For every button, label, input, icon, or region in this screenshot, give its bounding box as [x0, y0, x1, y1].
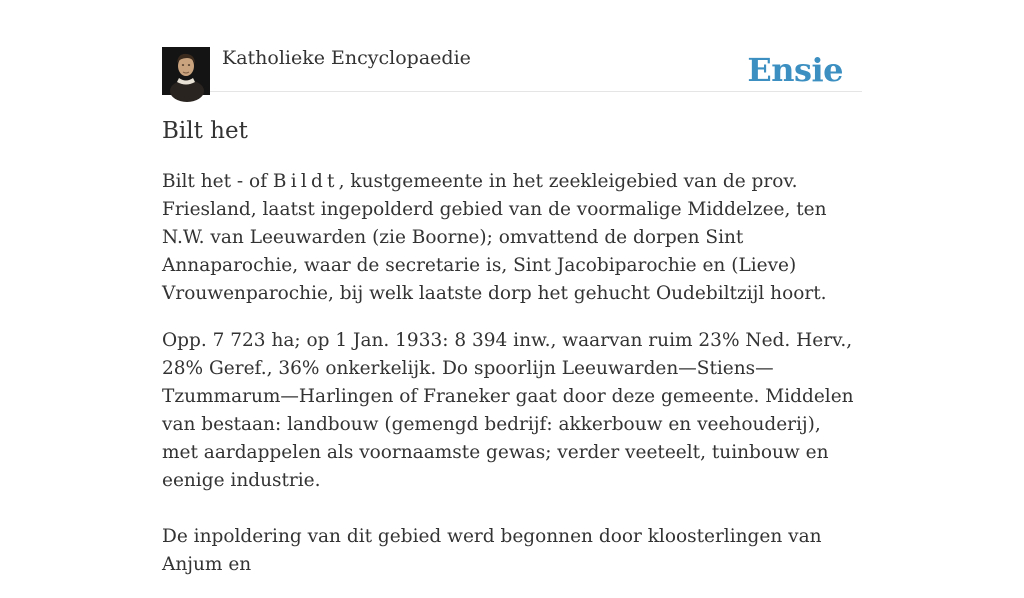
paragraph-1-text: , kustgemeente in het zeekleigebied van de prov. Friesland, laatst ingepolderd gebied van de voormalige Middelzee, ten N.W. van Leeuwarden (zie Boorne); omvattend de dorpen Sint Annaparochie, waar de secretarie is, Sint Jacobiparochie en (Lieve) Vrouwenparochie, bij welk laatste dorp het gehucht Oudebiltzijl hoort.: [162, 171, 827, 304]
paragraph-1-lead: Bilt het - of: [162, 171, 273, 192]
paragraph-3: De inpoldering van dit gebied werd begonnen door kloosterlingen van Anjum en: [162, 526, 822, 575]
page: [162, 0, 862, 575]
paragraph-2: Opp. 7 723 ha; op 1 Jan. 1933: 8 394 inw., waarvan ruim 23% Ned. Herv., 28% Geref., 36% onkerkelijk. Do spoorlijn Leeuwarden—Stiens—Tzummarum—Harlingen of Franeker gaat door deze gemeente. Middelen van bestaan: landbouw (gemengd bedrijf: akkerbouw en veehouderij), met aardappelen als voornaamste gewas; verder veeteelt, tuinbouw en eenige industrie.: [162, 330, 854, 491]
page-title: Bilt het: [162, 118, 248, 144]
site-name[interactable]: Katholieke Encyclopaedie: [222, 47, 471, 69]
site-header: [162, 0, 862, 92]
brand-logo[interactable]: Ensie: [747, 51, 843, 89]
paragraph-1-spaced-word: Bildt: [272, 171, 339, 192]
portrait-avatar-icon[interactable]: [162, 47, 210, 95]
article-body: [162, 168, 862, 598]
paragraph-1: [162, 168, 862, 308]
